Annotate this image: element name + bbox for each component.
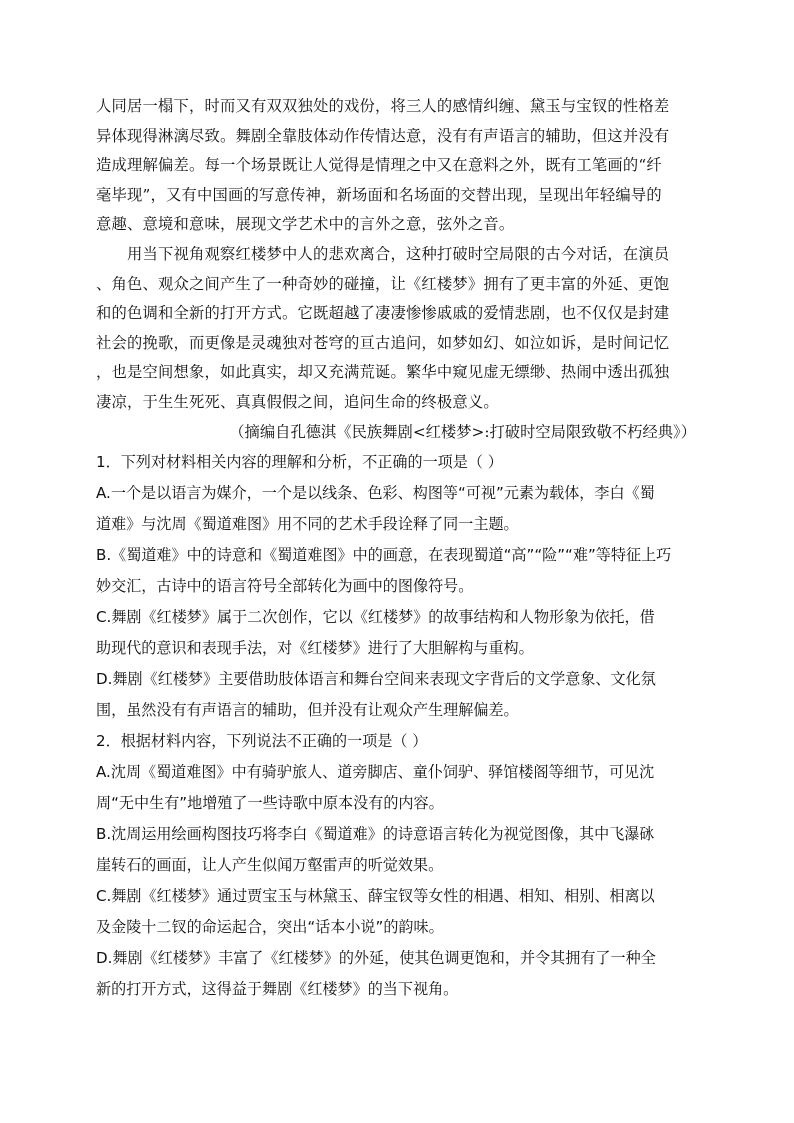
option-b[interactable]: [96, 819, 696, 881]
question-stem: 2．根据材料内容，下列说法不正确的一项是（ ）: [96, 732, 428, 751]
text-line: 造成理解偏差。每一个场景既让人觉得是情理之中又在意料之外，既有工笔画的“纤: [96, 156, 662, 175]
option-text-line: D.舞剧《红楼梦》主要借助肢体语言和舞台空间来表现文字背后的文学意象、文化氛: [96, 670, 656, 689]
question-stem: 1．下列对材料相关内容的理解和分析，不正确的一项是（ ）: [96, 453, 503, 472]
text-line: ，也是空间想象，如此真实，却又充满荒诞。繁华中窥见虚无缥缈、热闹中透出孤独: [96, 363, 670, 382]
text-line: 社会的挽歌，而更像是灵魂独对苍穹的亘古追问，如梦如幻、如泣如诉，是时间记忆: [96, 333, 670, 352]
option-text-line: 道难》与沈周《蜀道难图》用不同的艺术手段诠释了同一主题。: [96, 515, 519, 534]
text-line: 人同居一榻下，时而又有双双独处的戏份，将三人的感情纠缠、黛玉与宝钗的性格差: [96, 97, 670, 115]
option-text-line: B.《蜀道难》中的诗意和《蜀道难图》中的画意，在表现蜀道“高”“险”“难”等特征上巧: [96, 546, 672, 565]
option-text-line: 围，虽然没有有声语言的辅助，但并没有让观众产生理解偏差。: [96, 701, 519, 720]
option-text-line: 崖转石的画面，让人产生似闻万壑雷声的听觉效果。: [96, 856, 444, 875]
option-text-line: 周“无中生有”地增殖了一些诗歌中原本没有的内容。: [96, 794, 444, 813]
option-d[interactable]: [96, 664, 696, 726]
option-b[interactable]: [96, 540, 696, 602]
option-text-line: 及金陵十二钗的命运起合，突出“话本小说”的韵味。: [96, 918, 444, 937]
option-text-line: B.沈周运用绘画构图技巧将李白《蜀道难》的诗意语言转化为视觉图像，其中飞瀑砯: [96, 825, 655, 844]
text-line: 意趣、意境和意味，展现文学艺术中的言外之意，弦外之音。: [96, 215, 515, 234]
option-c[interactable]: [96, 881, 696, 943]
option-text-line: C.舞剧《红楼梦》属于二次创作，它以《红楼梦》的故事结构和人物形象为依托，借: [96, 608, 655, 627]
question-1: [96, 447, 696, 726]
text-line: 和的色调和全新的打开方式。它既超越了凄凄惨惨戚戚的爱情悲剧，也不仅仅是封建: [96, 304, 670, 323]
text-line: 异体现得淋漓尽致。舞剧全靠肢体动作传情达意，没有有声语言的辅助，但这并没有: [96, 126, 670, 145]
text-line: 用当下视角观察红楼梦中人的悲欢离合，这种打破时空局限的古今对话，在演员: [127, 244, 670, 263]
text-line: 、角色、观众之间产生了一种奇妙的碰撞，让《红楼梦》拥有了更丰富的外延、更饱: [96, 274, 670, 293]
passage-paragraph-2: [96, 240, 696, 418]
text-line: 毫毕现”，又有中国画的写意传神，新场面和名场面的交替出现，呈现出年轻编导的: [96, 185, 662, 204]
passage-source-citation: （摘编自孔德淇《民族舞剧<红楼梦>:打破时空局限致敬不朽经典》）: [229, 422, 696, 441]
option-text-line: 妙交汇，古诗中的语言符号全部转化为画中的图像符号。: [96, 577, 474, 596]
option-text-line: C.舞剧《红楼梦》通过贾宝玉与林黛玉、薛宝钗等女性的相遇、相知、相别、相离以: [96, 887, 655, 906]
passage-paragraph-1: [96, 92, 696, 240]
document-page: [96, 92, 696, 1005]
question-2: [96, 726, 696, 1005]
option-d[interactable]: [96, 943, 696, 1005]
option-text-line: A.沈周《蜀道难图》中有骑驴旅人、道旁脚店、童仆饲驴、驿馆楼阁等细节，可见沈: [96, 763, 655, 782]
option-a[interactable]: [96, 478, 696, 540]
option-c[interactable]: [96, 602, 696, 664]
option-a[interactable]: [96, 757, 696, 819]
option-text-line: 助现代的意识和表现手法，对《红楼梦》进行了大胆解构与重构。: [96, 639, 534, 658]
text-line: 凄凉，于生生死死、真真假假之间，追问生命的终极意义。: [96, 392, 499, 411]
option-text-line: 新的打开方式，这得益于舞剧《红楼梦》的当下视角。: [96, 980, 459, 999]
option-text-line: D.舞剧《红楼梦》丰富了《红楼梦》的外延，使其色调更饱和，并令其拥有了一种全: [96, 949, 656, 968]
option-text-line: A.一个是以语言为媒介，一个是以线条、色彩、构图等“可视”元素为载体，李白《蜀: [96, 484, 655, 503]
